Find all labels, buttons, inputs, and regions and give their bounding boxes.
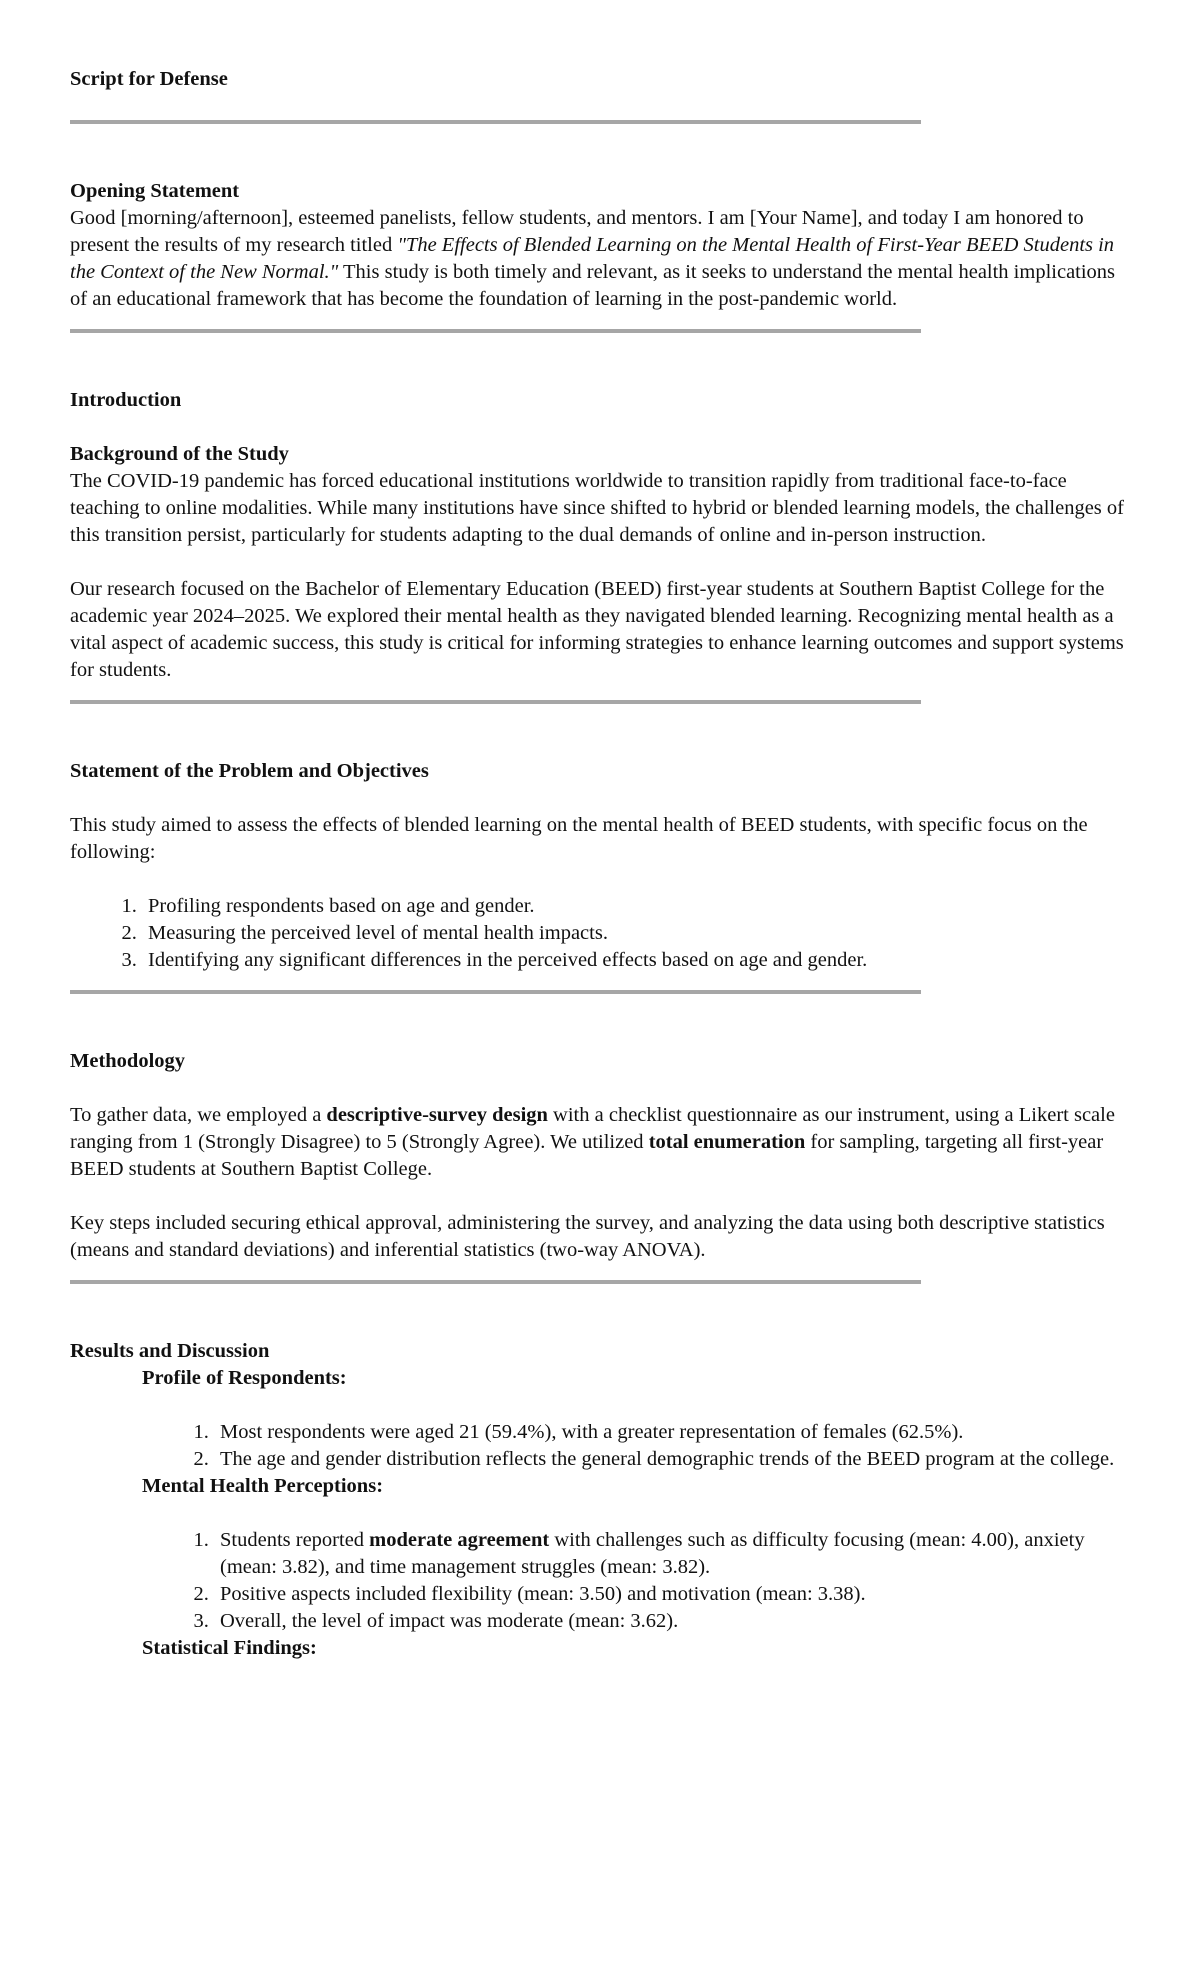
- profile-heading: Profile of Respondents:: [142, 1367, 347, 1389]
- methodology-paragraph-2: Key steps included securing ethical approval, administering the survey, and analyzing the data using both descriptive statistics (means and standard deviations) and inferential statistics (two-way ANOVA).: [70, 1212, 1105, 1261]
- methodology-section: [70, 1048, 1130, 1264]
- opening-section: [70, 178, 1130, 313]
- list-item: 2. Positive aspects included flexibility (mean: 3.50) and motivation (mean: 3.38).: [214, 1581, 1130, 1608]
- item-text: with challenges such as difficulty focusing (mean: 4.00), anxiety (mean: 3.82), and time management struggles (mean: 3.82).: [220, 1529, 1085, 1578]
- introduction-section: [70, 387, 1130, 684]
- design-term: descriptive-survey design: [326, 1104, 548, 1126]
- list-item: 3. Overall, the level of impact was moderate (mean: 3.62).: [214, 1608, 1130, 1635]
- opening-paragraph: [70, 205, 1130, 313]
- background-paragraph-1: The COVID-19 pandemic has forced educational institutions worldwide to transition rapidly from traditional face-to-face teaching to online modalities. While many institutions have since shifted to hybrid or blended learning models, the challenges of this transition persist, particularly for students adapting to the dual demands of online and in-person instruction.: [70, 470, 1124, 546]
- objectives-list: [70, 893, 1130, 974]
- divider: [70, 329, 921, 333]
- opening-text-start: Good [morning/afternoon], esteemed panelists, fellow students, and mentors. I am [Your Name], and today I am honored to present the results of my research titled: [70, 207, 1084, 256]
- problem-section: [70, 758, 1130, 974]
- divider: [70, 1280, 921, 1284]
- methodology-text: To gather data, we employed a: [70, 1104, 327, 1126]
- item-text: Students reported: [220, 1529, 370, 1551]
- methodology-paragraph-1: [70, 1102, 1130, 1183]
- introduction-heading: Introduction: [70, 389, 182, 411]
- problem-heading: Statement of the Problem and Objectives: [70, 760, 429, 782]
- emphasis-term: moderate agreement: [369, 1529, 550, 1551]
- divider: [70, 990, 921, 994]
- methodology-heading: Methodology: [70, 1050, 186, 1072]
- methodology-text: with a checklist questionnaire as our instrument, using a Likert scale ranging from 1 (Strongly Disagree) to 5 (Strongly Agree). We utilized: [70, 1104, 1115, 1153]
- results-subsections: [142, 1365, 1130, 1662]
- list-item: 2. The age and gender distribution reflects the general demographic trends of the BEED program at the college.: [214, 1446, 1130, 1473]
- problem-intro: This study aimed to assess the effects of blended learning on the mental health of BEED students, with specific focus on the following:: [70, 814, 1088, 863]
- list-item: 3. Identifying any significant differences in the perceived effects based on age and gender.: [142, 947, 1130, 974]
- profile-list: [142, 1419, 1130, 1473]
- research-title: "The Effects of Blended Learning on the Mental Health of First-Year BEED Students in the Context of the New Normal.": [70, 234, 1115, 283]
- opening-text-end: This study is both timely and relevant, as it seeks to understand the mental health implications of an educational framework that has become the foundation of learning in the post-pandemic world.: [70, 261, 1116, 310]
- document-title: Script for Defense: [70, 68, 228, 90]
- statistical-findings-heading: Statistical Findings:: [142, 1637, 317, 1659]
- background-heading: Background of the Study: [70, 443, 289, 465]
- list-item: 2. Measuring the perceived level of mental health impacts.: [142, 920, 1130, 947]
- list-item: [214, 1527, 1130, 1581]
- mental-health-heading: Mental Health Perceptions:: [142, 1475, 384, 1497]
- background-paragraph-2: Our research focused on the Bachelor of Elementary Education (BEED) first-year students at Southern Baptist College for the academic year 2024–2025. We explored their mental health as they navigated blended learning. Recognizing mental health as a vital aspect of academic success, this study is critical for informing strategies to enhance learning outcomes and support systems for students.: [70, 578, 1124, 681]
- list-item: 1. Profiling respondents based on age and gender.: [142, 893, 1130, 920]
- sampling-term: total enumeration: [648, 1131, 806, 1153]
- opening-heading: Opening Statement: [70, 180, 240, 202]
- divider: [70, 700, 921, 704]
- mental-health-list: [142, 1527, 1130, 1635]
- methodology-text: for sampling, targeting all first-year BEED students at Southern Baptist College.: [70, 1131, 1104, 1180]
- results-section: [70, 1338, 1130, 1662]
- list-item: 1. Most respondents were aged 21 (59.4%), with a greater representation of females (62.5%).: [214, 1419, 1130, 1446]
- results-heading: Results and Discussion: [70, 1340, 270, 1362]
- divider: [70, 120, 921, 124]
